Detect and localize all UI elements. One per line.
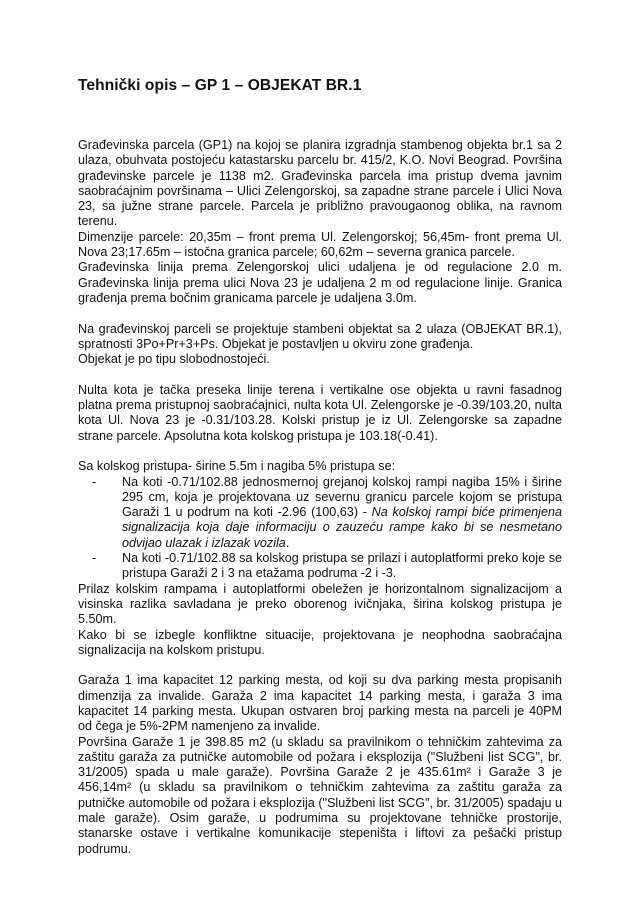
- list-item-ramp-garage-1: [78, 475, 562, 551]
- paragraph-ramp-signalization: Prilaz kolskim rampama i autoplatformi obeležen je horizontalnom signalizacijom a visinska razlika savladana je preko oborenog ivičnjaka, širina kolskog pristupa je 5.50m.: [78, 581, 562, 627]
- spacer: [78, 444, 562, 459]
- paragraph-building-lines: Građevinska linija prema Zelengorskoj ulici udaljena je od regulacione 2.0 m. Građevinska linija prema ulici Nova 23 je udaljena 2 m od regulacione linije. Granica građenja prema bočnim granicama parcele je udaljena 3.0m.: [78, 260, 562, 305]
- paragraph-vehicle-access-intro: Sa kolskog pristupa- širine 5.5m i nagiba 5% pristupa se:: [78, 459, 396, 474]
- spacer: [78, 658, 562, 673]
- document-title: Tehnički opis – GP 1 – OBJEKAT BR.1: [78, 77, 362, 94]
- list-item-platform-garage-2-3: [78, 551, 562, 582]
- paragraph-parcel-dimensions: Dimenzije parcele: 20,35m – front prema Ul. Zelengorskoj; 56,45m- front prema Ul. Nova 23;17.65m – istočna granica parcele; 60,62m – severna granica parcele.: [78, 229, 562, 260]
- paragraph-conflict-signalization: Kako bi se izbegle konfliktne situacije, projektovana je neophodna saobraćajna signalizacija na kolskom pristupu.: [78, 627, 562, 657]
- paragraph-parcel-description: Građevinska parcela (GP1) na kojoj se planira izgradnja stambenog objekta br.1 sa 2 ulaza, obuhvata postojeću katastarsku parcelu br. 415/2, K.O. Novi Beograd. Površina građevinske parcele je 1138 m2. Građevinska parcela ima pristup dvema javnim saobraćajnim površinama – Ulici Zelengorskoj, sa zapadne strane parcele i Ulici Nova 23, sa južne strane parcele. Parcela je približno pravougaonog oblika, na ravnom terenu.: [78, 138, 562, 229]
- paragraph-zero-level: Nulta kota je tačka preseka linije terena i vertikalne ose objekta u ravni fasadnog platna prema pristupnoj saobraćajnici, nulta kota Ul. Zelengorske je -0.39/103.20, nulta kota Ul. Nova 23 je -0.31/103.28. Kolski pristup je iz Ul. Zelengorske sa zapadne strane parcele. Apsolutna kota kolskog pristupa je 103.18(-0.41).: [78, 382, 562, 443]
- document-page: [78, 76, 562, 857]
- list-item-text: Na koti -0.71/102.88 jednosmernoj grejanoj kolskoj rampi nagiba 15% i širine 295 cm, koja je projektovana uz severnu granicu parcele kojom se pristupa Garaži 1 u podrum na koti -2.96 (100,63) -: [122, 474, 562, 520]
- list-item-tail: .: [285, 535, 290, 550]
- paragraph-garage-area: Površina Garaže 1 je 398.85 m2 (u skladu sa pravilnikom o tehničkim zahtevima za zaštitu garaža za putničke automobile od požara i eksplozija ("Službeni list SCG", br. 31/2005) spada u male garaže). Površina Garaže 2 je 435.61m² i Garaže 3 je 456,14m² (u skladu sa pravilnikom o tehničkim zahtevima za zaštitu garaža za putničke automobile od požara i eksplozija ("Službeni list SCG", br. 31/2005) spadaju u male garaže). Osim garaže, u podrumima su projektovane tehničke prostorije, stanarske ostave i vertikalne komunikacije stepeništa i liftovi za pešački pristup podrumu.: [78, 734, 562, 856]
- spacer: [78, 367, 562, 382]
- paragraph-building-object: Na građevinskoj parceli se projektuje stambeni objektat sa 2 ulaza (OBJEKAT BR.1), spratnosti 3Po+Pr+3+Ps. Objekat je postavljen u okviru zone građenja.: [78, 321, 562, 351]
- paragraph-object-type: Objekat je po tipu slobodnostojeći.: [78, 352, 270, 367]
- paragraph-garage-capacity: Garaža 1 ima kapacitet 12 parking mesta, od koji su dva parking mesta propisanih dimenzija za invalide. Garaža 2 ima kapacitet 14 parking mesta, i garaža 3 ima kapacitet 14 parking mesta. Ukupan ostvaren broj parking mesta na parceli je 40PM od čega je 5%-2PM namenjeno za invalide.: [78, 673, 562, 734]
- spacer: [78, 306, 562, 321]
- list-item-italic-note: Na kolskoj rampi biće primenjena signalizacija koja daje informaciju o zauzeću rampe kako bi se nesmetano odvijao ulazak i izlazak vozila: [122, 505, 562, 550]
- list-item-text: Na koti -0.71/102.88 sa kolskog pristupa se prilazi i autoplatformi preko koje se pristupa Garaži 2 i 3 na etažama podruma -2 i -3.: [122, 551, 562, 581]
- access-list: [78, 475, 562, 582]
